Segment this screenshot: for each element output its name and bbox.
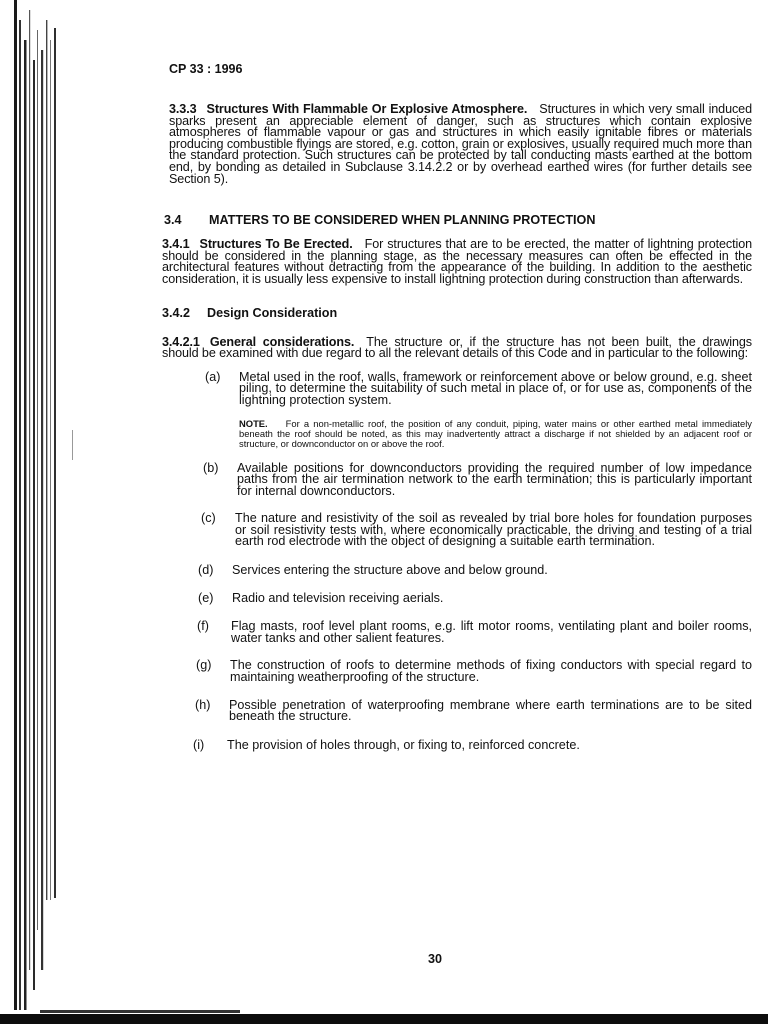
clause-3-4-1 — [162, 239, 752, 285]
note-text: For a non-metallic roof, the position of any conduit, piping, water mains or other earthed metal immediately beneath the roof should be noted, as this may inadvertently attract a discharge if not shielded by an adjacent roof or structure, or downconductor on or above the roof. — [239, 417, 752, 449]
clause-3-3-3 — [169, 104, 752, 185]
list-item-f — [197, 621, 752, 644]
document-page — [160, 62, 752, 751]
note — [239, 419, 752, 449]
list-item-h — [195, 697, 752, 724]
list-marker: (i) — [193, 737, 205, 752]
list-item-text: Services entering the structure above and below ground. — [232, 563, 548, 578]
list-marker: (c) — [201, 511, 216, 526]
list-item-text: Available positions for downconductors providing the required number of low impedance paths from the air termination network to the earth termination; this is particularly important for internal downconductors. — [237, 460, 752, 498]
page-number: 30 — [428, 952, 443, 966]
list-marker: (e) — [198, 590, 214, 605]
section-3-4-2-heading — [162, 306, 752, 320]
section-3-4-heading — [164, 213, 752, 227]
list-item-text: The construction of roofs to determine methods of fixing conductors with special regard to maintaining weatherproofing of the structure. — [230, 658, 752, 685]
section-number: 3.4 — [164, 213, 182, 228]
list-item-text: Possible penetration of waterproofing membrane where earth terminations are to be sited beneath the structure. — [229, 697, 752, 724]
clause-text: Structures in which very small induced sparks present an appreciable element of danger, such as structures which contain explosive atmospheres of flammable vapour or gas and structures in which easily ignitable fibres or materials producing combustible flyings are stored, e.g. cotton, grain or explosives, usually required much more than the standard protection. Such structures can be protected by tall conducting masts earthed at the bottom end, by bonding as detailed in Subclause 3.14.2.2 or by overhead earthed wires (for further details see Section 5). — [169, 102, 752, 186]
list-item-text: Radio and television receiving aerials. — [232, 590, 444, 605]
clause-text: For structures that are to be erected, the matter of lightning protection should be considered in the planning stage, as the necessary measures can often be effected in the architectural features without detracting from the appearance of the building. In addition to the aesthetic consideration, it is usually less expensive to install lightning protection during construction than afterwards. — [162, 237, 752, 286]
list-marker: (h) — [195, 697, 211, 712]
list-item-g — [196, 660, 752, 683]
list-item-text: The nature and resistivity of the soil as revealed by trial bore holes for foundation purposes or soil resistivity tests with, where economically practicable, the driving and testing of a trial earth rod electrode with the object of designing a suitable earth termination. — [235, 511, 752, 549]
clause-3-4-2-1 — [162, 334, 752, 361]
list-marker: (b) — [203, 460, 219, 475]
clause-title: Structures To Be Erected. — [199, 237, 353, 252]
considerations-list — [160, 369, 752, 752]
list-marker: (a) — [205, 369, 221, 384]
clause-number: 3.4.2.1 — [162, 334, 200, 349]
list-item-a — [205, 369, 752, 449]
section-title: MATTERS TO BE CONSIDERED WHEN PLANNING PROTECTION — [209, 213, 596, 228]
note-label: NOTE. — [239, 417, 268, 429]
list-item-e — [198, 590, 752, 605]
page-bottom-edge — [0, 998, 768, 1024]
clause-title: Structures With Flammable Or Explosive Atmosphere. — [206, 102, 528, 116]
list-marker: (d) — [198, 563, 214, 578]
clause-number: 3.3.3 — [169, 102, 197, 116]
clause-number: 3.4.1 — [162, 237, 190, 252]
list-item-text: Flag masts, roof level plant rooms, e.g. lift motor rooms, ventilating plant and boiler rooms, water tanks and other salient features. — [231, 619, 752, 645]
binding-edge-shadow — [0, 0, 80, 1024]
list-item-body — [239, 369, 752, 449]
list-item-b — [203, 460, 752, 498]
section-title: Design Consideration — [207, 305, 338, 320]
clause-text: The structure or, if the structure has not been built, the drawings should be examined with due regard to all the relevant details of this Code and in particular to the following: — [162, 334, 752, 361]
list-marker: (g) — [196, 658, 212, 673]
document-code-header: CP 33 : 1996 — [169, 62, 243, 76]
list-item-text: Metal used in the roof, walls, framework or reinforcement above or below ground, e.g. sheet piling, to determine the suitability of such metal in place of, or for use as, components of the lightning protection system. — [239, 369, 752, 407]
clause-title: General considerations. — [209, 334, 355, 349]
list-item-i — [193, 737, 752, 752]
list-marker: (f) — [197, 619, 209, 634]
list-item-c — [201, 513, 752, 548]
section-number: 3.4.2 — [162, 305, 191, 320]
list-item-d — [198, 565, 752, 577]
list-item-text: The provision of holes through, or fixing to, reinforced concrete. — [227, 737, 580, 752]
